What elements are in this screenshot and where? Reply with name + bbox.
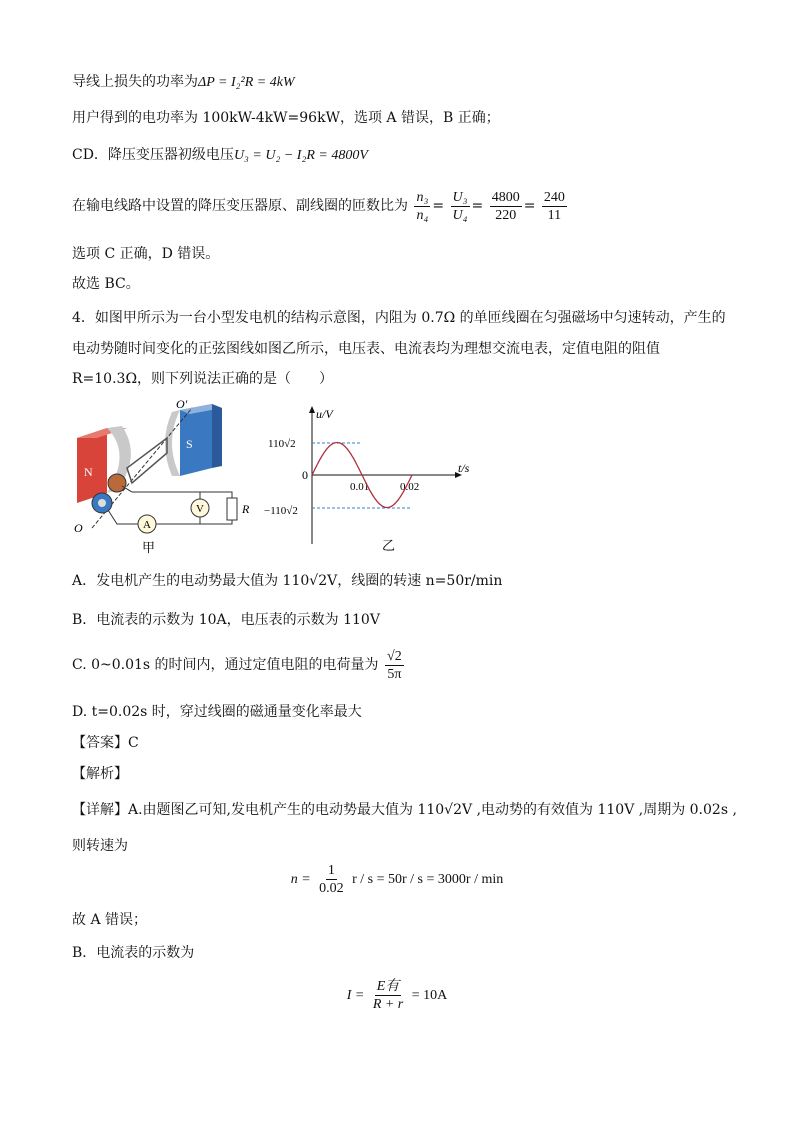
solution-line-turns-ratio: 在输电线路中设置的降压变压器原、副线圈的匝数比为 $\frac{\text{n₃}}{\text{n₄}}$ = $\frac{\text{U₃}}{\text{U₄}}$ = $\frac{4800}{220}$ = $\frac{240}{11}$ <box>72 189 565 223</box>
axis-o-label: O <box>74 521 83 535</box>
question-4-line-1: 4．如图甲所示为一台小型发电机的结构示意图，内阻为 0.7Ω 的单匝线圈在匀强磁场中匀速转动，产生的 <box>72 310 726 326</box>
axis-o-prime-label: O′ <box>176 398 188 411</box>
x-axis-label: t/s <box>458 461 470 475</box>
slip-ring-center <box>98 499 106 507</box>
analysis-label: 【解析】 <box>72 766 128 782</box>
figure-jia-caption: 甲 <box>142 540 156 555</box>
y-axis-arrow <box>309 406 315 413</box>
step-down-voltage-formula: U₃ = U₂ − I₂R = 4800V <box>233 148 368 163</box>
option-c <box>72 645 406 685</box>
current-formula-lhs: I = <box>346 988 365 1003</box>
figure-jia-generator <box>72 398 252 558</box>
south-pole-magnet-side <box>212 404 222 468</box>
power-loss-formula: ΔP = I₂²R = 4kW <box>198 75 295 90</box>
y-max-tick-label: 110√2 <box>268 438 296 450</box>
fraction-4800-220: $\frac{4800}{220}$ <box>491 189 520 223</box>
speed-formula-lhs: n = <box>290 872 311 887</box>
current-formula <box>0 973 794 1018</box>
step-down-voltage-text: CD．降压变压器初级电压 <box>72 147 234 163</box>
answer-label: 【答案】C <box>72 735 139 751</box>
solution-line-power-loss <box>72 72 295 93</box>
figure-yi-caption: 乙 <box>382 538 396 553</box>
voltmeter-label: V <box>196 503 204 515</box>
b-intro-line: B．电流表的示数为 <box>72 945 195 961</box>
option-d: D. t=0.02s 时，穿过线圈的磁通量变化率最大 <box>72 704 362 720</box>
question-4-line-2: 电动势随时间变化的正弦图线如图乙所示，电压表、电流表均为理想交流电表，定值电阻的阻值 <box>72 341 660 357</box>
ammeter-label: A <box>143 519 151 531</box>
speed-formula-fraction: $\frac{1}{0.02}$ <box>319 862 344 896</box>
speed-formula-rhs: r / s = 50r / s = 3000r / min <box>352 872 504 887</box>
question-4-line-3: R=10.3Ω，则下列说法正确的是（ ） <box>72 371 334 387</box>
speed-formula <box>0 858 794 901</box>
solution-line-user-power: 用户得到的电功率为 100kW-4kW=96kW，选项 A 错误，B 正确； <box>72 110 500 126</box>
y-min-tick-label: −110√2 <box>264 505 298 517</box>
north-label: N <box>84 465 93 479</box>
x-tick-002: 0.02 <box>400 481 420 493</box>
south-pole-magnet-front <box>180 404 212 476</box>
option-b: B．电流表的示数为 10A，电压表的示数为 110V <box>72 612 380 628</box>
a-wrong-line: 故 A 错误； <box>72 912 148 928</box>
figure-yi-chart <box>262 404 482 554</box>
x-tick-001: 0.01 <box>350 481 370 493</box>
fraction-n3-n4: $\frac{\text{n₃}}{\text{n₄}}$ <box>416 189 429 223</box>
y-axis-label: u/V <box>316 407 333 421</box>
detail-a-line: 【详解】A.由题图乙可知,发电机产生的电动势最大值为 110√2V ,电动势的有效值为 110V ,周期为 0.02s , <box>72 802 737 818</box>
option-c-text: C. 0~0.01s 的时间内，通过定值电阻的电荷量为 <box>72 657 379 673</box>
turns-ratio-text: 在输电线路中设置的降压变压器原、副线圈的匝数比为 <box>72 198 408 214</box>
solution-line-choose-bc: 故选 BC。 <box>72 276 140 292</box>
resistor <box>227 498 237 520</box>
resistor-label: R <box>242 502 250 516</box>
wire-top <box>122 486 232 498</box>
power-loss-text: 导线上损失的功率为 <box>72 74 198 90</box>
origin-label: 0 <box>302 468 308 482</box>
wire-bottom <box>108 510 232 524</box>
slip-ring-1 <box>108 474 126 492</box>
option-c-fraction: $\frac{√2}{5\pi}$ <box>387 648 402 682</box>
fraction-240-11: $\frac{240}{11}$ <box>543 189 565 223</box>
solution-line-step-down-voltage <box>72 145 368 166</box>
current-formula-rhs: = 10A <box>411 988 448 1003</box>
solution-line-c-correct: 选项 C 正确，D 错误。 <box>72 246 220 262</box>
fraction-u3-u4: $\frac{\text{U₃}}{\text{U₄}}$ <box>452 189 468 223</box>
current-formula-fraction: $\frac{\text{E有}}{R + r}$ <box>372 978 404 1012</box>
south-label: S <box>186 437 193 451</box>
speed-intro: 则转速为 <box>72 838 128 854</box>
option-a: A．发电机产生的电动势最大值为 110√2V，线圈的转速 n=50r/min <box>72 573 503 589</box>
